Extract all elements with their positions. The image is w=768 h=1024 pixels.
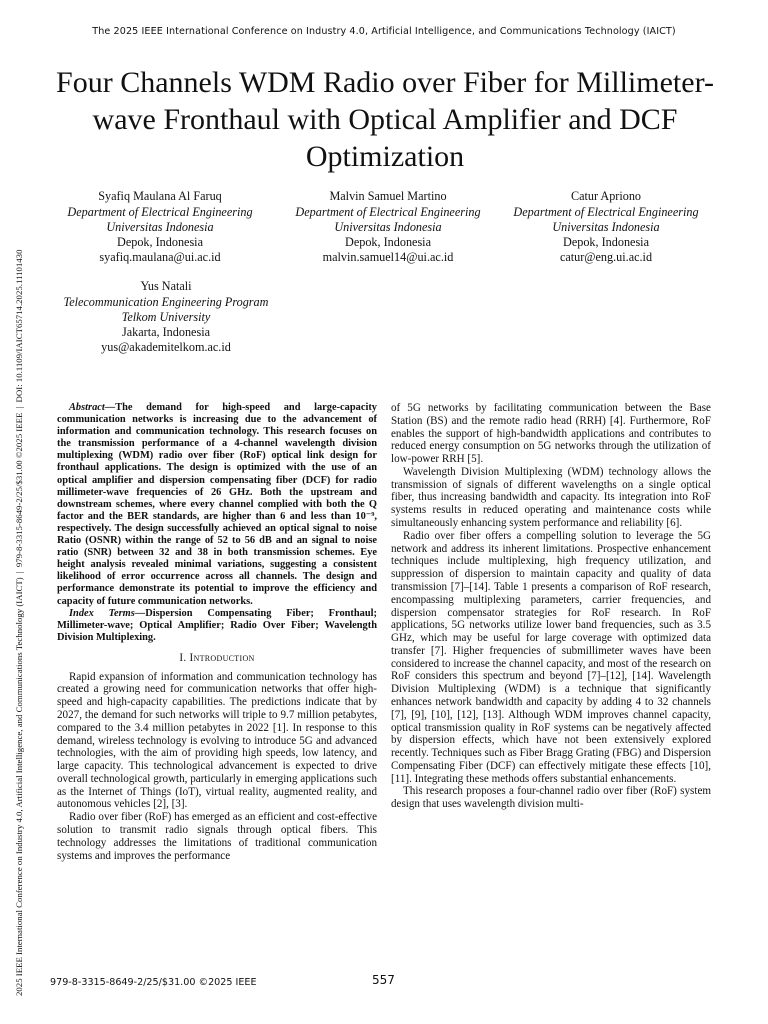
author-city: Depok, Indonesia bbox=[117, 235, 203, 249]
abstract-text: The demand for high-speed and large-capacity communication networks is increasing due to the advancement of information and communication technology. This research focuses on the transmission performance of a 4-channel wavelength division multiplexing (WDM) radio over fiber (RoF) optical link design for fronthaul applications. The design is optimized with the use of an optical amplifier and dispersion compensating fiber (DCF) for radio millimeter-wave frequencies of 26 GHz. Both the upstream and downstream schemes, where every channel complied with both the Q factor and the BER standards, are higher than 6 and less than 10⁻⁹, respectively. The design successfully achieved an optical signal to noise Ratio (OSNR) within the range of 52 to 56 dB and an signal to noise ratio (SNR) between 32 and 38 in both transmission schemes. Eye height analysis revealed minimal variations, suggesting a consistent likelihood of error occurrence across all channels. The design and performance demonstrate its potential to improve the efficiency and capacity of future communication networks. bbox=[57, 402, 377, 607]
author-block bbox=[50, 279, 282, 355]
left-column bbox=[57, 402, 377, 862]
abstract bbox=[57, 402, 377, 608]
footer-isbn: 979-8-3315-8649-2/25/$31.00 ©2025 IEEE bbox=[50, 977, 257, 988]
author-email: yus@akademitelkom.ac.id bbox=[101, 340, 231, 354]
side-strip bbox=[14, 96, 24, 996]
author-department: Telecommunication Engineering Program bbox=[63, 295, 269, 309]
author-city: Jakarta, Indonesia bbox=[122, 325, 210, 339]
side-strip-doi: DOI: 10.1109/IAICT65714.2025.11101430 bbox=[14, 249, 24, 403]
author-name: Syafiq Maulana Al Faruq bbox=[98, 189, 222, 203]
section-numeral: I. bbox=[179, 651, 187, 664]
body-paragraph: Radio over fiber (RoF) has emerged as an efficient and cost-effective solution to transmit radio signals through optical fibers. This technology addresses the limitations of traditional communication systems and improves the performance bbox=[57, 811, 377, 862]
body-paragraph: Wavelength Division Multiplexing (WDM) technology allows the transmission of signals of different wavelengths on a single optical fiber, thus increasing bandwidth and capacity. Its integration into RoF systems results in reduced operating and maintenance costs while simultaneously enhancing system performance and reliability [6]. bbox=[391, 465, 711, 530]
author-email: catur@eng.ui.ac.id bbox=[559, 250, 653, 264]
side-strip-separator: | bbox=[14, 571, 24, 574]
page-number: 557 bbox=[372, 973, 395, 987]
author-university: Telkom University bbox=[121, 310, 211, 324]
author-block bbox=[500, 189, 712, 265]
side-strip-isbn: 979-8-3315-8649-2/25/$31.00 ©2025 IEEE bbox=[14, 412, 24, 568]
body-paragraph: Rapid expansion of information and communication technology has created a growing need for communication networks that offer high-speed and high-capacity capabilities. The predictions indicate that by 2027, the demand for such networks will triple to 9.7 million petabytes, compared to the 3.4 million petabytes in 2022 [1]. In response to this demand, wireless technology is evolving to introduce 5G and advanced technologies, with the aim of providing high speeds, low latency, and large capacity. This technological advancement is expected to drive overall technological growth, particularly in emerging applications such as the Internet of Things (IoT), virtual reality, augmented reality, and autonomous vehicles [2], [3]. bbox=[57, 670, 377, 811]
author-block bbox=[58, 189, 262, 265]
author-university: Universitas Indonesia bbox=[106, 220, 214, 234]
body-paragraph: This research proposes a four-channel radio over fiber (RoF) system design that uses wavelength division multi- bbox=[391, 785, 711, 811]
author-department: Department of Electrical Engineering bbox=[295, 205, 481, 219]
author-city: Depok, Indonesia bbox=[563, 235, 649, 249]
side-strip-separator: | bbox=[14, 406, 24, 409]
author-department: Department of Electrical Engineering bbox=[67, 205, 253, 219]
side-strip-conference: 2025 IEEE International Conference on Industry 4.0, Artificial Intelligence, and Communications Technology (IAICT) bbox=[14, 577, 24, 996]
section-heading bbox=[57, 652, 377, 665]
author-university: Universitas Indonesia bbox=[334, 220, 442, 234]
body-paragraph: of 5G networks by facilitating communication between the Base Station (BS) and the remote radio head (RRH) [4]. Furthermore, RoF enables the support of high-bandwidth applications and contributes to reduced energy consumption on 5G networks through the utilization of low-power RRH [5]. bbox=[391, 402, 711, 466]
author-department: Department of Electrical Engineering bbox=[513, 205, 699, 219]
author-university: Universitas Indonesia bbox=[552, 220, 660, 234]
author-city: Depok, Indonesia bbox=[345, 235, 431, 249]
body-paragraph: Radio over fiber offers a compelling solution to leverage the 5G network and address its inherent limitations. Prospective enhancement techniques include multiplexing, high frequency utilization, and suppression of dispersion to maintain capacity and quality of data transmission [7]–[14]. Table 1 presents a comparison of RoF research, encompassing multiplexing parameters, carrier frequencies, and dispersion compensator strategies for RoF research. In RoF applications, 5G networks utilize lower band frequencies, such as 3.5 GHz, which may be useful for large coverage with optimized data transfer [7]. Higher frequencies of submillimeter waves have been considered to increase the channel capacity, and most of the research on RoF considers this spectrum and beyond [7]–[12], [14]. Wavelength Division Multiplexing (WDM) is a technique that significantly enhances network bandwidth and capacity by adding 4 to 32 channels [7], [9], [10], [12], [13]. Although WDM improves channel capacity, optical transmission quality in RoF systems can be negatively affected by dispersion effects, which have not been extensively explored recently. Techniques such as Fiber Bragg Grating (FBG) and Dispersion Compensating Fiber (DCF) can effectively mitigate these effects [10], [11]. Integrating these methods offers substantial enhancements. bbox=[391, 529, 711, 785]
abstract-label: Abstract— bbox=[69, 402, 116, 413]
section-title: Introduction bbox=[189, 651, 255, 664]
author-name: Yus Natali bbox=[140, 279, 192, 293]
author-email: syafiq.maulana@ui.ac.id bbox=[99, 250, 221, 264]
paper-title: Four Channels WDM Radio over Fiber for Millimeter-wave Fronthaul with Optical Amplifier and DCF Optimization bbox=[56, 66, 714, 173]
author-name: Catur Apriono bbox=[570, 189, 642, 203]
author-name: Malvin Samuel Martino bbox=[329, 189, 447, 203]
index-terms-label: Index Terms— bbox=[69, 607, 146, 619]
right-column bbox=[391, 402, 711, 811]
index-terms bbox=[57, 608, 377, 644]
author-email: malvin.samuel14@ui.ac.id bbox=[322, 250, 454, 264]
author-block bbox=[282, 189, 494, 265]
conference-header: The 2025 IEEE International Conference on Industry 4.0, Artificial Intelligence, and Communications Technology (IAICT) bbox=[92, 26, 676, 37]
index-terms-text: Dispersion Compensating Fiber; Fronthaul; Millimeter-wave; Optical Amplifier; Radio Over Fiber; Wavelength Division Multiplexing. bbox=[57, 607, 377, 643]
